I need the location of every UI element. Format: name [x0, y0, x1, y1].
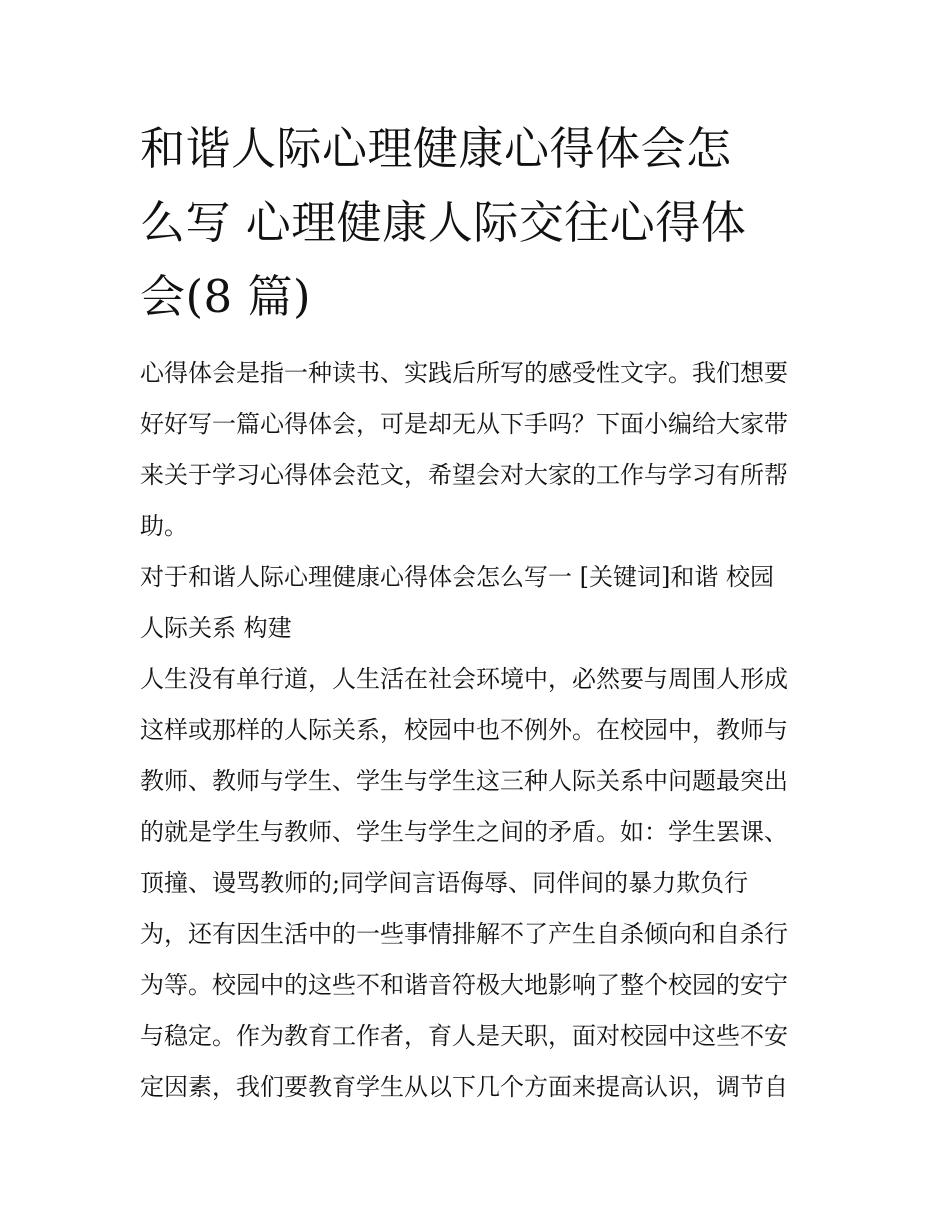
paragraph-line: 为等。校园中的这些不和谐音符极大地影响了整个校园的安宁 — [140, 971, 788, 999]
title-line-3: 会(8 篇) — [140, 270, 312, 323]
paragraph-line: 好好写一篇心得体会，可是却无从下手吗？下面小编给大家带 — [140, 410, 788, 438]
paragraph-line: 人生没有单行道，人生活在社会环境中，必然要与周围人形成 — [140, 665, 788, 693]
paragraph-line: 顶撞、谩骂教师的;同学间言语侮辱、同伴间的暴力欺负行 — [140, 869, 749, 897]
document-body — [140, 348, 812, 1113]
paragraph-line: 对于和谐人际心理健康心得体会怎么写一 [关键词]和谐 校园 — [140, 563, 774, 591]
title-line-1: 和谐人际心理健康心得体会怎 — [140, 122, 732, 175]
paragraph-line: 的就是学生与教师、学生与学生之间的矛盾。如：学生罢课、 — [140, 818, 788, 846]
paragraph-line: 心得体会是指一种读书、实践后所写的感受性文字。我们想要 — [140, 359, 788, 387]
document-content — [140, 112, 812, 1113]
paragraph-line: 教师、教师与学生、学生与学生这三种人际关系中问题最突出 — [140, 767, 788, 795]
title-line-2: 么写 心理健康人际交往心得体 — [140, 196, 747, 249]
paragraph-intro — [140, 348, 812, 552]
paragraph-main — [140, 654, 812, 1113]
paragraph-line: 为，还有因生活中的一些事情排解不了产生自杀倾向和自杀行 — [140, 920, 788, 948]
paragraph-line: 这样或那样的人际关系，校园中也不例外。在校园中，教师与 — [140, 716, 788, 744]
paragraph-line: 助。 — [140, 512, 188, 540]
document-title — [140, 112, 812, 334]
paragraph-line: 人际关系 构建 — [140, 614, 292, 642]
paragraph-line: 定因素，我们要教育学生从以下几个方面来提高认识，调节自 — [140, 1073, 788, 1101]
paragraph-line: 与稳定。作为教育工作者，育人是天职，面对校园中这些不安 — [140, 1022, 788, 1050]
paragraph-line: 来关于学习心得体会范文，希望会对大家的工作与学习有所帮 — [140, 461, 788, 489]
paragraph-keywords — [140, 552, 812, 654]
